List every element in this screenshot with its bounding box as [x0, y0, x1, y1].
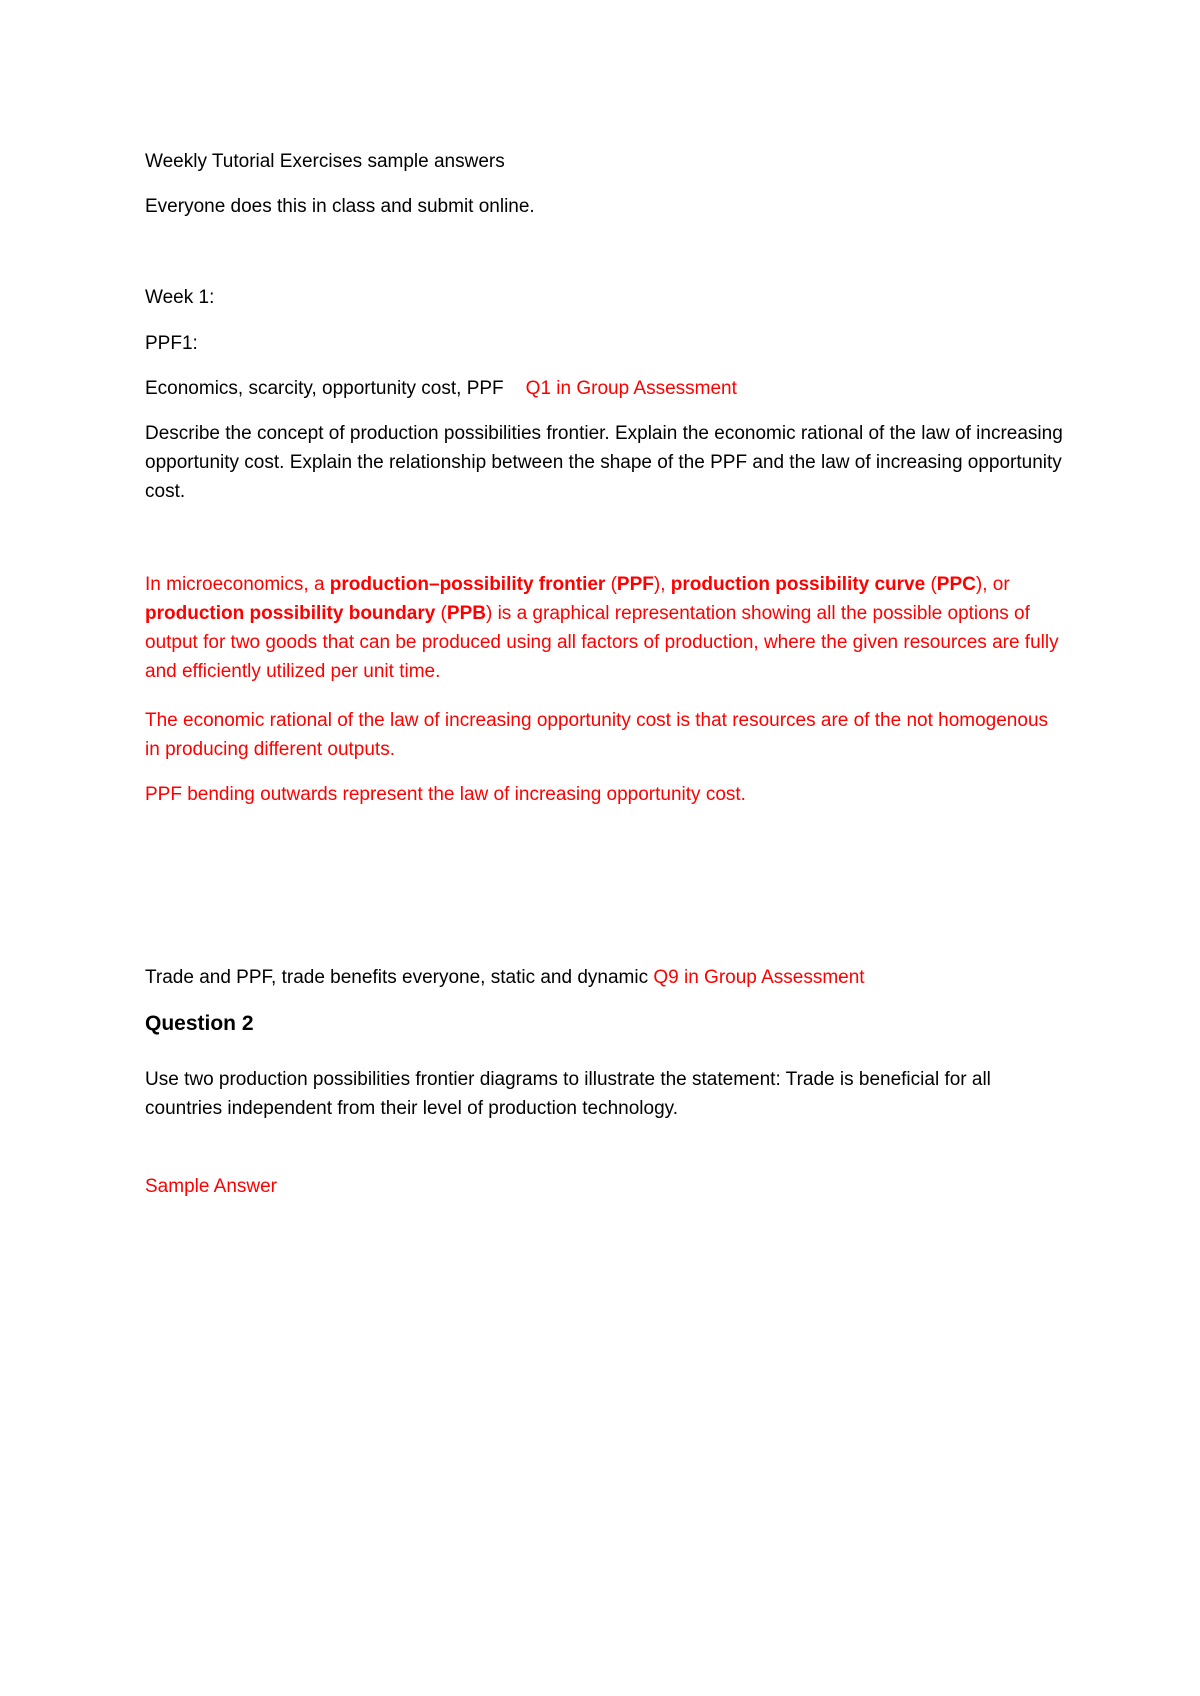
answer-term-ppf: production–possibility frontier — [329, 574, 606, 595]
answer-rational-paragraph: The economic rational of the law of increasing opportunity cost is that resources are of the not homogenous in producing different outputs. — [145, 710, 1049, 760]
ppf-label: PPF1: — [145, 333, 198, 354]
q2-topics-reference: Q9 in Group Assessment — [653, 967, 865, 988]
question2-paragraph: Use two production possibilities frontier diagrams to illustrate the statement: Trade is beneficial for all countries independent from their level of production technology. — [145, 1069, 991, 1119]
answer-paren: ( — [435, 603, 447, 624]
question2-heading: Question 2 — [145, 1012, 254, 1035]
answer-abbr-ppb: PPB — [446, 603, 486, 624]
document-subtitle: Everyone does this in class and submit online. — [145, 196, 535, 217]
q2-topics-line — [145, 963, 1065, 992]
question-paragraph: Describe the concept of production possibilities frontier. Explain the economic rational of the law of increasing opportunity cost. Explain the relationship between the shape of the PPF and the law of increasing opportunity cost. — [145, 423, 1063, 502]
q2-topics-text: Trade and PPF, trade benefits everyone, static and dynamic — [145, 967, 649, 988]
answer-abbr-ppc: PPC — [936, 574, 976, 595]
answer-paren: ) — [485, 603, 493, 624]
answer-paren: ), — [653, 574, 671, 595]
answer-intro: In microeconomics, a — [145, 574, 330, 595]
answer-shape-paragraph: PPF bending outwards represent the law of increasing opportunity cost. — [145, 784, 746, 805]
sample-answer-label: Sample Answer — [145, 1176, 278, 1197]
answer-paren: ), or — [975, 574, 1010, 595]
topics-line — [145, 374, 1065, 403]
answer-paren: ( — [605, 574, 617, 595]
document-title: Weekly Tutorial Exercises sample answers — [145, 151, 505, 172]
topics-reference: Q1 in Group Assessment — [525, 378, 737, 399]
answer-abbr-ppf: PPF — [616, 574, 654, 595]
answer-term-ppc: production possibility curve — [670, 574, 926, 595]
answer-definition-rest: is a graphical representation showing all the possible options of output for two goods that can be produced using all factors of production, where the given resources are fully and efficiently utilized per unit time. — [145, 603, 1059, 682]
answer-paren: ( — [925, 574, 937, 595]
week-label: Week 1: — [145, 287, 215, 308]
answer-term-ppb: production possibility boundary — [145, 603, 436, 624]
answer-definition-paragraph — [145, 570, 1065, 686]
topics-text: Economics, scarcity, opportunity cost, PPF — [145, 378, 504, 399]
